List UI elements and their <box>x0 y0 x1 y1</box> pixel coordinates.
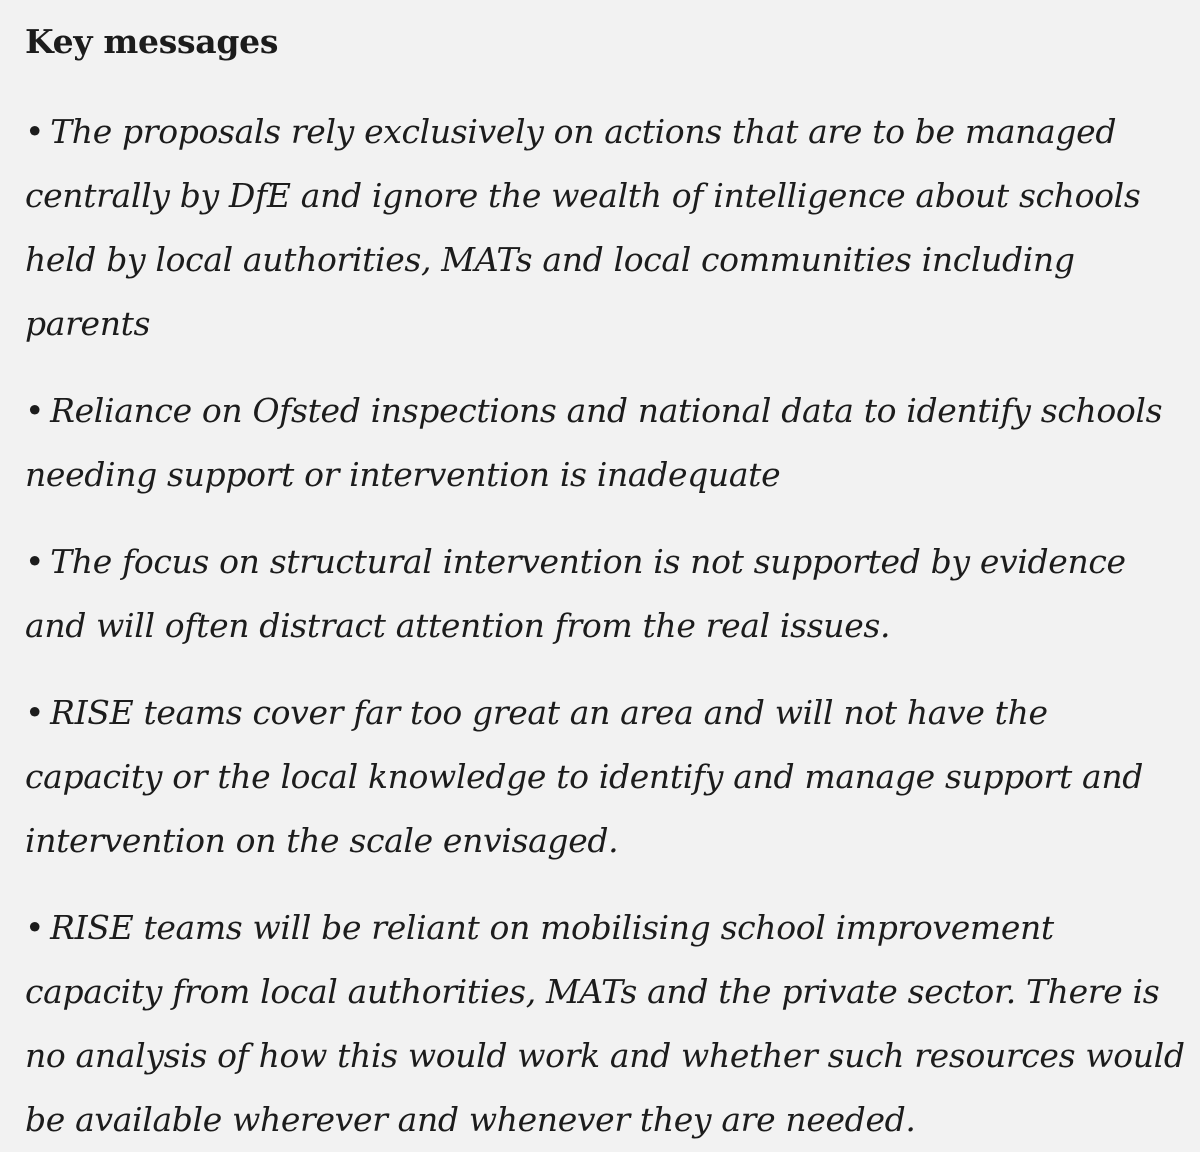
bullet-text: RISE teams will be reliant on mobilising school improvement capacity from local authorities, MATs and the private sector. There is no analysis of how this would work and whether such resources would be available wherever and whenever they are needed. <box>25 908 1185 1139</box>
bullet-dot: • <box>25 693 45 732</box>
bullet-item <box>25 530 1190 658</box>
bullet-dot: • <box>25 391 45 430</box>
bullet-dot: • <box>25 542 45 581</box>
bullet-item <box>25 896 1190 1152</box>
bullet-item <box>25 681 1190 873</box>
bullet-text: RISE teams cover far too great an area and will not have the capacity or the local knowledge to identify and manage support and intervention on the scale envisaged. <box>25 693 1143 860</box>
bullet-dot: • <box>25 112 45 151</box>
key-messages-list <box>25 100 1200 1152</box>
key-messages-heading: Key messages <box>25 22 279 61</box>
bullet-text: Reliance on Ofsted inspections and national data to identify schools needing support or intervention is inadequate <box>25 391 1163 494</box>
bullet-item <box>25 379 1190 507</box>
bullet-item <box>25 100 1190 356</box>
bullet-dot: • <box>25 908 45 947</box>
bullet-text: The proposals rely exclusively on actions that are to be managed centrally by DfE and ignore the wealth of intelligence about schools held by local authorities, MATs and local communities including parents <box>25 112 1141 343</box>
bullet-text: The focus on structural intervention is not supported by evidence and will often distract attention from the real issues. <box>25 542 1126 645</box>
